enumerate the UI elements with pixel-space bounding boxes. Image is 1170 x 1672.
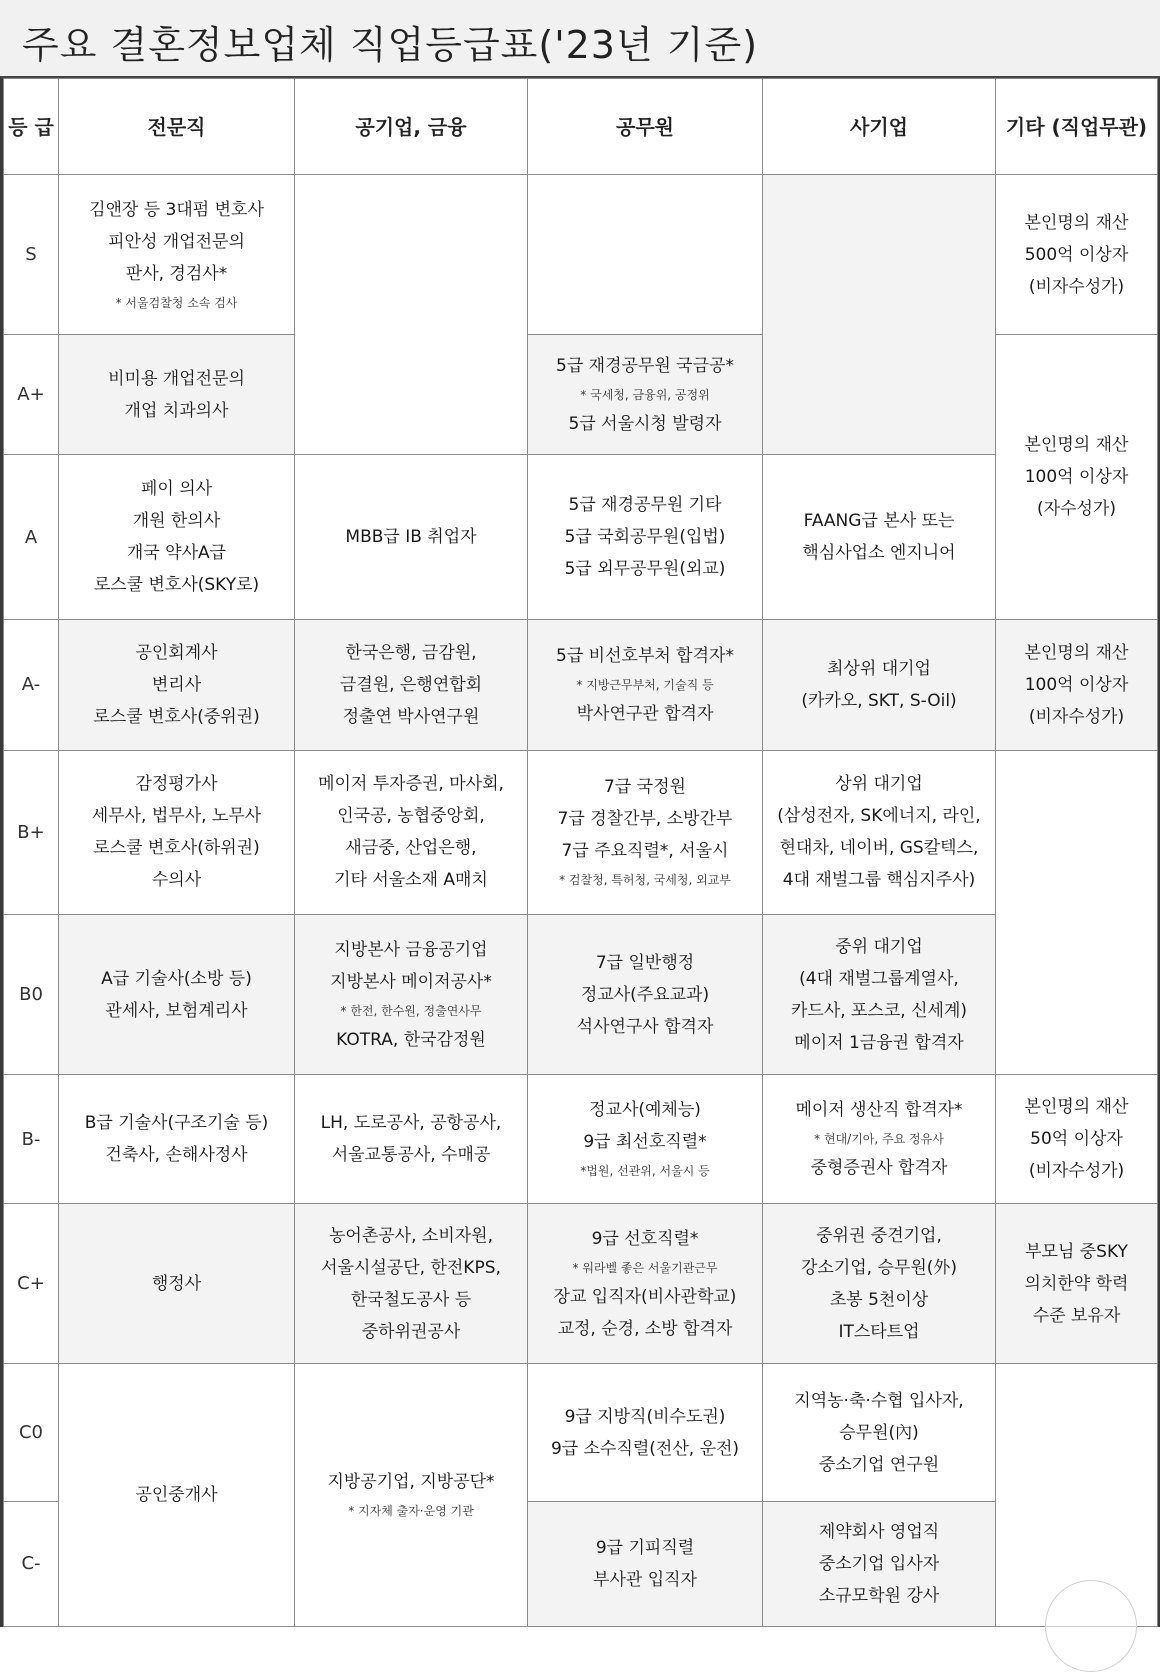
cell-line: 의치한약 학력 xyxy=(1024,1273,1129,1294)
header-row xyxy=(4,79,1158,175)
cell-public-finance-a xyxy=(295,455,528,619)
cell-professional-cplus xyxy=(59,1204,295,1364)
cell-line: 7급 주요직렬*, 서울시 xyxy=(561,841,729,862)
cell-private-company-s-aplus-empty xyxy=(763,175,996,455)
cell-line: 장교 입직자(비사관학교) xyxy=(553,1286,737,1307)
cell-other-bplus-b0-empty xyxy=(996,750,1158,1074)
cell-line: 9급 기피직렬 xyxy=(595,1537,695,1558)
cell-note: * 국세청, 금융위, 공정위 xyxy=(580,387,710,402)
cell-other-aminus xyxy=(996,619,1158,750)
row-grade-aminus xyxy=(4,619,1158,750)
cell-line: 공인중개사 xyxy=(135,1485,218,1506)
cell-line: 50억 이상자 xyxy=(1030,1129,1123,1150)
cell-line: 부사관 입직자 xyxy=(593,1569,697,1590)
row-grade-a xyxy=(4,455,1158,619)
grade-cell: B0 xyxy=(4,915,59,1075)
cell-line: 5급 서울시청 발령자 xyxy=(568,413,722,434)
cell-note: * 검찰청, 특허청, 국세청, 외교부 xyxy=(559,873,731,888)
grade-cell: A xyxy=(4,455,59,619)
cell-line: 메이저 1금융권 합격자 xyxy=(794,1032,964,1053)
cell-line: 메이저 생산직 합격자* xyxy=(795,1100,963,1121)
cell-line: 서울시설공단, 한전KPS, xyxy=(321,1257,501,1278)
cell-line: 세무사, 법무사, 노무사 xyxy=(91,806,262,827)
cell-line: 개업 치과의사 xyxy=(124,400,229,421)
cell-line: 판사, 경검사* xyxy=(125,263,228,284)
cell-line: 한국철도공사 등 xyxy=(350,1289,472,1310)
cell-civil-servant-c0 xyxy=(528,1364,763,1501)
cell-line: 로스쿨 변호사(하위권) xyxy=(93,838,260,859)
cell-professional-c0-cminus xyxy=(59,1364,295,1627)
cell-other-aplus-a xyxy=(996,335,1158,619)
cell-line: 기타 서울소재 A매치 xyxy=(334,870,488,891)
cell-civil-servant-cminus xyxy=(528,1501,763,1626)
cell-line: 건축사, 손해사정사 xyxy=(105,1145,248,1166)
cell-other-s xyxy=(996,175,1158,335)
cell-line: 본인명의 재산 xyxy=(1024,642,1129,663)
cell-line: 농어촌공사, 소비자원, xyxy=(328,1225,493,1246)
cell-line: 100억 이상자 xyxy=(1024,674,1129,695)
cell-line: 중위권 중견기업, xyxy=(816,1225,942,1246)
cell-public-finance-c0-cminus xyxy=(295,1364,528,1627)
cell-line: IT스타트업 xyxy=(838,1321,920,1342)
header-public-finance: 공기업, 금융 xyxy=(295,79,528,175)
cell-line: 정교사(예체능) xyxy=(589,1100,701,1121)
cell-line: (자수성가) xyxy=(1037,499,1116,520)
floating-button-overlay[interactable] xyxy=(1045,1580,1137,1672)
cell-line: 개원 한의사 xyxy=(132,511,221,532)
cell-professional-bplus xyxy=(59,750,295,914)
cell-line: (4대 재벌그룹계열사, xyxy=(799,968,959,989)
cell-line: 교정, 순경, 소방 합격자 xyxy=(557,1318,733,1339)
page-title: 주요 결혼정보업체 직업등급표('23년 기준) xyxy=(22,23,759,67)
job-grade-table xyxy=(3,78,1158,1627)
row-grade-b0 xyxy=(4,915,1158,1075)
cell-public-finance-bplus xyxy=(295,750,528,914)
title-bar xyxy=(0,0,1160,78)
cell-civil-servant-a xyxy=(528,455,763,619)
cell-civil-servant-aplus xyxy=(528,335,763,455)
cell-line: 로스쿨 변호사(SKY로) xyxy=(93,575,260,596)
cell-other-cplus xyxy=(996,1204,1158,1364)
cell-line: 수의사 xyxy=(151,870,202,891)
cell-line: 본인명의 재산 xyxy=(1024,212,1129,233)
cell-private-company-bminus xyxy=(763,1075,996,1204)
cell-line: 카드사, 포스코, 신세계) xyxy=(790,1000,968,1021)
row-grade-cplus xyxy=(4,1204,1158,1364)
cell-line: 개국 약사A급 xyxy=(126,543,227,564)
grade-cell: C+ xyxy=(4,1204,59,1364)
cell-line: 정교사(주요교과) xyxy=(580,984,710,1005)
cell-other-bminus xyxy=(996,1075,1158,1204)
cell-line: 부모님 중SKY xyxy=(1025,1241,1128,1262)
cell-line: 한국은행, 금감원, xyxy=(345,642,477,663)
cell-line: 김앤장 등 3대펌 변호사 xyxy=(89,199,264,220)
cell-line: LH, 도로공사, 공항공사, xyxy=(320,1113,502,1134)
cell-line: 100억 이상자 xyxy=(1024,467,1129,488)
cell-line: 금결원, 은행연합회 xyxy=(339,674,483,695)
cell-line: 5급 재경공무원 기타 xyxy=(568,495,722,516)
cell-professional-s xyxy=(59,175,295,335)
cell-civil-servant-bminus xyxy=(528,1075,763,1204)
grade-cell: C- xyxy=(4,1501,59,1626)
cell-public-finance-cplus xyxy=(295,1204,528,1364)
cell-line: 변리사 xyxy=(151,674,202,695)
row-grade-s xyxy=(4,175,1158,335)
cell-private-company-a xyxy=(763,455,996,619)
cell-line: 박사연구관 합격자 xyxy=(576,703,714,724)
cell-line: 페이 의사 xyxy=(140,479,213,500)
cell-line: 감정평가사 xyxy=(135,774,218,795)
cell-private-company-cplus xyxy=(763,1204,996,1364)
cell-note: * 서울검찰청 소속 검사 xyxy=(115,295,238,310)
cell-line: 정출연 박사연구원 xyxy=(342,706,480,727)
cell-line: 7급 일반행정 xyxy=(595,952,695,973)
cell-note: * 워라벨 좋은 서울기관근무 xyxy=(572,1260,718,1275)
cell-line: 행정사 xyxy=(151,1273,202,1294)
cell-line: 수준 보유자 xyxy=(1032,1305,1121,1326)
header-other-line: 기타 xyxy=(1005,114,1045,139)
cell-line: 5급 외무공무원(외교) xyxy=(564,559,726,580)
cell-private-company-c0 xyxy=(763,1364,996,1501)
cell-line: 본인명의 재산 xyxy=(1024,1097,1129,1118)
cell-line: 중소기업 입사자 xyxy=(818,1553,940,1574)
cell-line: (비자수성가) xyxy=(1028,276,1125,297)
row-grade-bminus xyxy=(4,1075,1158,1204)
cell-line: 메이저 투자증권, 마사회, xyxy=(318,774,504,795)
cell-line: 석사연구사 합격자 xyxy=(576,1016,714,1037)
cell-public-finance-s-aplus-empty xyxy=(295,175,528,455)
cell-line: 소규모학원 강사 xyxy=(818,1585,940,1606)
grade-cell: C0 xyxy=(4,1364,59,1501)
cell-line: 지방본사 금융공기업 xyxy=(334,939,488,960)
cell-line: 핵심사업소 엔지니어 xyxy=(802,543,956,564)
cell-professional-a xyxy=(59,455,295,619)
cell-line: 500억 이상자 xyxy=(1024,244,1129,265)
cell-line: 중소기업 연구원 xyxy=(818,1454,940,1475)
cell-line: (비자수성가) xyxy=(1028,1161,1125,1182)
header-grade-line: 급 xyxy=(34,114,54,139)
cell-line: 비미용 개업전문의 xyxy=(108,368,245,389)
cell-civil-servant-bplus xyxy=(528,750,763,914)
cell-line: 승무원(內) xyxy=(839,1422,919,1443)
cell-line: 지역농·축·수협 입사자, xyxy=(794,1390,964,1411)
cell-line: KOTRA, 한국감정원 xyxy=(336,1029,486,1050)
cell-civil-servant-aminus xyxy=(528,619,763,750)
cell-line: 본인명의 재산 xyxy=(1024,435,1129,456)
grade-cell: A- xyxy=(4,619,59,750)
cell-line: 공인회계사 xyxy=(135,642,218,663)
grade-cell: A+ xyxy=(4,335,59,455)
cell-line: 9급 최선호직렬* xyxy=(583,1132,707,1153)
header-other xyxy=(996,79,1158,175)
cell-line: 지방공기업, 지방공단* xyxy=(327,1472,495,1493)
cell-private-company-b0 xyxy=(763,915,996,1075)
cell-professional-aplus xyxy=(59,335,295,455)
cell-line: 강소기업, 승무원(外) xyxy=(800,1257,958,1278)
cell-civil-servant-s-empty xyxy=(528,175,763,335)
header-private-company: 사기업 xyxy=(763,79,996,175)
cell-line: (삼성전자, SK에너지, 라인, xyxy=(777,806,981,827)
cell-line: 새금중, 산업은행, xyxy=(345,838,477,859)
cell-line: (비자수성가) xyxy=(1028,706,1125,727)
cell-note: * 지자체 출자·운영 기관 xyxy=(348,1504,474,1519)
cell-line: 관세사, 보험계리사 xyxy=(105,1000,248,1021)
cell-line: 현대차, 네이버, GS칼텍스, xyxy=(779,838,979,859)
cell-civil-servant-cplus xyxy=(528,1204,763,1364)
header-professional: 전문직 xyxy=(59,79,295,175)
cell-public-finance-aminus xyxy=(295,619,528,750)
cell-line: 5급 재경공무원 국금공* xyxy=(556,355,734,376)
cell-line: FAANG급 본사 또는 xyxy=(803,511,955,532)
header-grade xyxy=(4,79,59,175)
cell-private-company-cminus xyxy=(763,1501,996,1626)
row-grade-c0 xyxy=(4,1364,1158,1501)
cell-note: * 지방근무부처, 기술직 등 xyxy=(576,677,714,692)
grade-cell: S xyxy=(4,175,59,335)
cell-line: 상위 대기업 xyxy=(835,774,923,795)
cell-professional-aminus xyxy=(59,619,295,750)
header-grade-line: 등 xyxy=(8,114,28,139)
cell-line: 7급 경찰간부, 소방간부 xyxy=(557,809,733,830)
cell-line: 지방본사 메이저공사* xyxy=(330,971,492,992)
cell-line: 9급 지방직(비수도권) xyxy=(564,1406,726,1427)
cell-line: 피안성 개업전문의 xyxy=(108,231,245,252)
cell-public-finance-bminus xyxy=(295,1075,528,1204)
cell-professional-bminus xyxy=(59,1075,295,1204)
cell-public-finance-b0 xyxy=(295,915,528,1075)
cell-note: *법원, 선관위, 서울시 등 xyxy=(580,1164,710,1179)
cell-line: 서울교통공사, 수매공 xyxy=(331,1145,491,1166)
cell-line: 9급 선호직렬* xyxy=(591,1228,699,1249)
cell-civil-servant-b0 xyxy=(528,915,763,1075)
cell-line: 중위 대기업 xyxy=(835,936,923,957)
cell-line: 로스쿨 변호사(중위권) xyxy=(93,706,260,727)
cell-note: * 한전, 한수원, 정출연사무 xyxy=(340,1003,482,1018)
header-other-line: (직업무관) xyxy=(1051,114,1148,139)
cell-professional-b0 xyxy=(59,915,295,1075)
cell-line: 5급 비선호부처 합격자* xyxy=(556,645,734,666)
header-civil-servant: 공무원 xyxy=(528,79,763,175)
cell-line: 중형증권사 합격자 xyxy=(810,1158,948,1179)
cell-line: 최상위 대기업 xyxy=(827,658,931,679)
cell-note: * 현대/기아, 주요 정유사 xyxy=(814,1132,944,1147)
grade-cell: B+ xyxy=(4,750,59,914)
grade-cell: B- xyxy=(4,1075,59,1204)
cell-line: A급 기술사(소방 등) xyxy=(101,968,252,989)
cell-line: 인국공, 농협중앙회, xyxy=(337,806,485,827)
cell-line: 9급 소수직렬(전산, 운전) xyxy=(550,1438,740,1459)
cell-line: 중하위권공사 xyxy=(361,1321,461,1342)
cell-line: 제약회사 영업직 xyxy=(818,1521,940,1542)
cell-line: 4대 재벌그룹 핵심지주사) xyxy=(782,870,976,891)
cell-line: 5급 국회공무원(입법) xyxy=(564,527,726,548)
cell-line: (카카오, SKT, S-Oil) xyxy=(801,690,957,711)
cell-line: B급 기술사(구조기술 등) xyxy=(84,1113,269,1134)
cell-private-company-aminus xyxy=(763,619,996,750)
cell-line: 7급 국정원 xyxy=(604,777,686,798)
cell-line: MBB급 IB 취업자 xyxy=(345,527,477,548)
cell-private-company-bplus xyxy=(763,750,996,914)
row-grade-bplus xyxy=(4,750,1158,914)
cell-line: 초봉 5천이상 xyxy=(829,1289,929,1310)
